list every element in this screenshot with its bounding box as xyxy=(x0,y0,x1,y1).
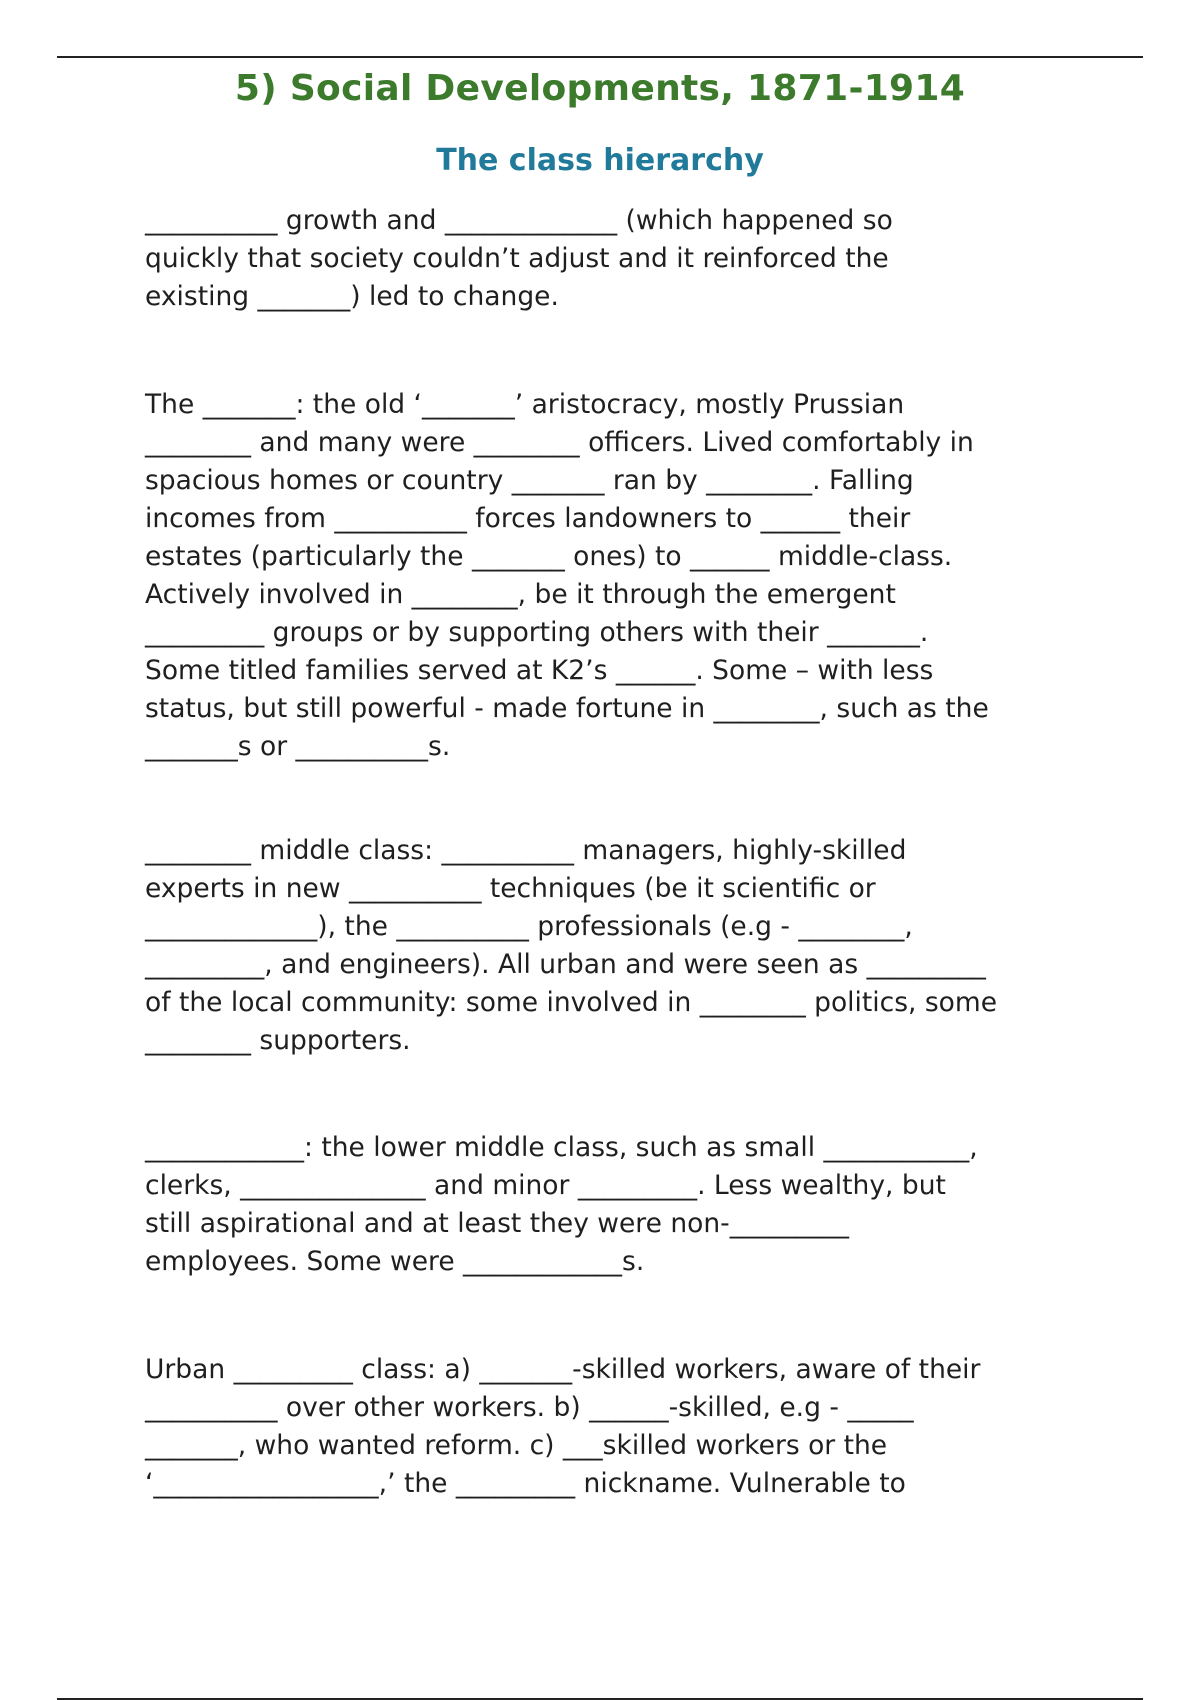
paragraph-growth: __________ growth and _____________ (which happened so quickly that society couldn’t adjust and it reinforced the existing _______) led to change. xyxy=(145,205,893,312)
top-divider xyxy=(57,56,1143,58)
paragraph-lower-middle-class: ____________: the lower middle class, such as small ___________, clerks, ______________ and minor _________. Less wealthy, but still aspirational and at least they were non-_________ employees. Some were ____________s. xyxy=(145,1132,978,1277)
paragraph-working-class: Urban _________ class: a) _______-skilled workers, aware of their __________ over other workers. b) ______-skilled, e.g - _____ _______, who wanted reform. c) ___skilled workers or the ‘_________________,’ the _________ nickname. Vulnerable to xyxy=(145,1354,981,1499)
document-title: 5) Social Developments, 1871-1914 xyxy=(234,68,966,109)
paragraph-middle-class: ________ middle class: __________ managers, highly-skilled experts in new __________ techniques (be it scientific or _____________), the __________ professionals (e.g - ________, _________, and engineers). All urban and were seen as _________ of the local community: some involved in ________ politics, some ________ supporters. xyxy=(145,835,997,1056)
section-heading: The class hierarchy xyxy=(436,143,764,178)
paragraph-aristocracy: The _______: the old ‘_______’ aristocracy, mostly Prussian ________ and many were ________ officers. Lived comfortably in spacious homes or country _______ ran by ________. Falling incomes from __________ forces landowners to ______ their estates (particularly the _______ ones) to ______ middle-class. Actively involved in ________, be it through the emergent _________ groups or by supporting others with their _______. Some titled families served at K2’s ______. Some – with less status, but still powerful - made fortune in ________, such as the _______s or __________s. xyxy=(145,389,989,762)
